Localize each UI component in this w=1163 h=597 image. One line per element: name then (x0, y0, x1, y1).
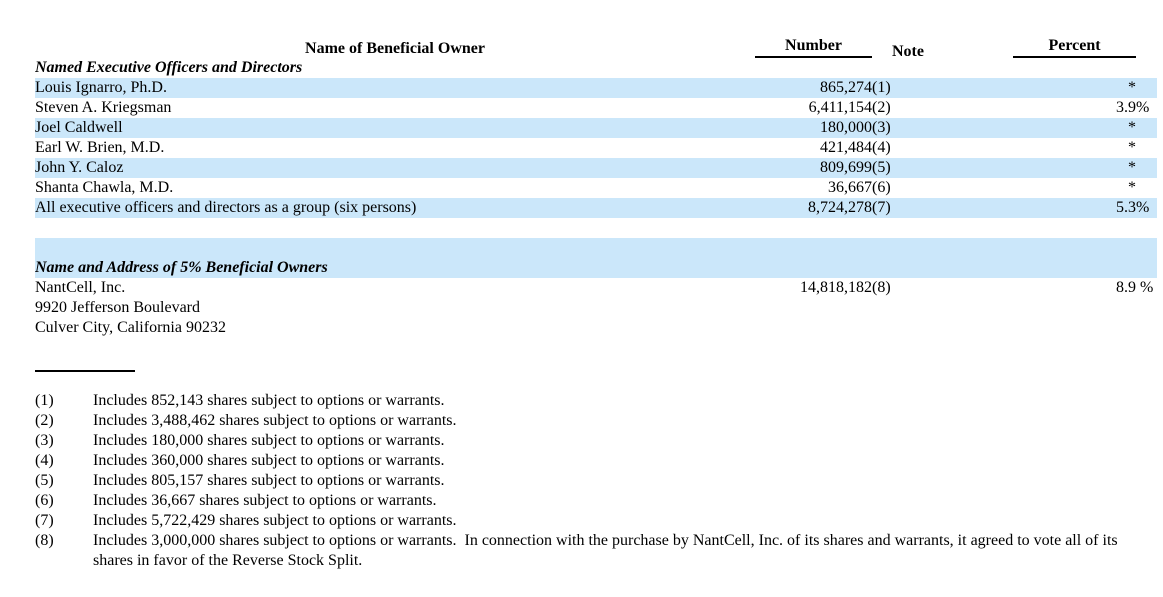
footnote-item (35, 451, 1133, 471)
note-ref-cell: (8) (872, 279, 891, 296)
empty-cell (1013, 318, 1157, 338)
spacer-row (35, 218, 1157, 238)
shares-number-cell: 180,000 (755, 118, 872, 138)
percent-suffix: % (1136, 99, 1150, 116)
note-ref-cell: (7) (872, 198, 1013, 218)
header-note (872, 35, 1013, 58)
section-title-row-5pct-owners (35, 258, 1157, 278)
note-ref-cell: (5) (872, 158, 1013, 178)
percent-value: * (1128, 119, 1136, 136)
footnote-text: Includes 180,000 shares subject to options or warrants. (93, 432, 445, 449)
section-title-executives: Named Executive Officers and Directors (35, 59, 303, 76)
note-ref-cell: (4) (872, 139, 891, 156)
footnote-item (35, 511, 1133, 531)
owner-name-cell: Joel Caldwell (35, 118, 755, 138)
percent-cell (1013, 198, 1157, 218)
owner-name-cell: John Y. Caloz (35, 158, 755, 178)
footnote-text: Includes 852,143 shares subject to options or warrants. (93, 392, 445, 409)
shares-number-cell: 6,411,154 (808, 99, 872, 116)
percent-value: 5.3 (1116, 199, 1136, 216)
shares-number-cell: 809,699 (755, 158, 872, 178)
percent-cell (1013, 158, 1157, 178)
address-row (35, 298, 1157, 318)
table-row (35, 138, 1157, 158)
table-row (35, 118, 1157, 138)
table-row (35, 98, 1157, 118)
owner-name-cell: Steven A. Kriegsman (35, 99, 172, 116)
percent-cell (1013, 78, 1157, 98)
table-row (35, 78, 1157, 98)
percent-value: * (1128, 159, 1136, 176)
note-ref-cell: (1) (872, 78, 1013, 98)
footnote-text: Includes 36,667 shares subject to options or warrants. (93, 492, 437, 509)
header-number-label: Number (755, 37, 872, 58)
note-ref-cell: (2) (872, 99, 891, 116)
empty-cell (755, 318, 872, 338)
header-note-label: Note (892, 43, 924, 60)
table-header-row (35, 35, 1157, 58)
footnote-item (35, 491, 1133, 511)
footnote-text: Includes 3,000,000 shares subject to options or warrants. In connection with the purchase by NantCell, Inc. of its shares and warrants, it agreed to vote all of its shares in favor of the Reverse Stock Split. (93, 532, 1122, 569)
empty-cell (755, 298, 872, 318)
footnote-number: (3) (35, 432, 54, 449)
footnote-number: (6) (35, 492, 54, 509)
note-ref-cell: (3) (872, 118, 1013, 138)
percent-cell (1013, 138, 1157, 158)
owner-address-line: Culver City, California 90232 (35, 319, 226, 336)
percent-value: 3.9 (1116, 99, 1136, 116)
shares-number-cell: 14,818,182 (800, 279, 872, 296)
footnote-item (35, 391, 1133, 411)
shares-number-cell: 421,484 (820, 139, 872, 156)
footnote-text: Includes 5,722,429 shares subject to options or warrants. (93, 512, 457, 529)
percent-cell (1013, 118, 1157, 138)
spacer-cell (35, 238, 1157, 258)
footnote-text: Includes 805,157 shares subject to options or warrants. (93, 472, 445, 489)
note-ref-cell: (6) (872, 179, 891, 196)
address-row (35, 318, 1157, 338)
section-title-5pct-owners: Name and Address of 5% Beneficial Owners (35, 258, 1157, 278)
footnotes-list (35, 391, 1133, 571)
table-row (35, 178, 1157, 198)
empty-cell (1013, 298, 1157, 318)
footnote-item (35, 531, 1133, 571)
footnote-separator-line (35, 370, 135, 372)
percent-cell (1013, 278, 1157, 298)
percent-value: 8.9 (1116, 279, 1136, 296)
percent-suffix: % (1136, 199, 1150, 216)
footnote-number: (7) (35, 512, 54, 529)
empty-cell (872, 318, 1013, 338)
footnote-item (35, 411, 1133, 431)
percent-value: * (1128, 139, 1136, 156)
footnote-number: (1) (35, 392, 54, 409)
table-row-group-total (35, 198, 1157, 218)
footnote-item (35, 431, 1133, 451)
spacer-cell (35, 218, 1157, 238)
owner-name-cell: Louis Ignarro, Ph.D. (35, 78, 755, 98)
footnote-number: (2) (35, 412, 54, 429)
owner-address-line: 9920 Jefferson Boulevard (35, 299, 200, 316)
table-row (35, 158, 1157, 178)
header-percent-label: Percent (1013, 37, 1136, 58)
percent-value: * (1128, 179, 1136, 196)
header-percent (1013, 35, 1157, 58)
header-name-of-beneficial-owner: Name of Beneficial Owner (305, 40, 485, 57)
owner-name-cell: All executive officers and directors as a group (six persons) (35, 198, 755, 218)
percent-cell (1013, 98, 1157, 118)
beneficial-ownership-table (35, 35, 1157, 338)
footnote-number: (8) (35, 532, 54, 549)
table-row-nantcell (35, 278, 1157, 298)
owner-name-cell: Earl W. Brien, M.D. (35, 139, 165, 156)
footnote-text: Includes 3,488,462 shares subject to options or warrants. (93, 412, 457, 429)
owner-name-cell: NantCell, Inc. (35, 279, 126, 296)
footnote-number: (4) (35, 452, 54, 469)
shares-number-cell: 36,667 (828, 179, 872, 196)
shares-number-cell: 8,724,278 (755, 198, 872, 218)
highlight-spacer-row (35, 238, 1157, 258)
footnote-item (35, 471, 1133, 491)
empty-cell (872, 298, 1013, 318)
percent-suffix: % (1136, 279, 1154, 296)
percent-value: * (1128, 79, 1136, 96)
footnote-number: (5) (35, 472, 54, 489)
footnote-text: Includes 360,000 shares subject to options or warrants. (93, 452, 445, 469)
owner-name-cell: Shanta Chawla, M.D. (35, 179, 174, 196)
shares-number-cell: 865,274 (755, 78, 872, 98)
header-number (755, 35, 872, 58)
section-title-row-executives (35, 58, 1157, 78)
percent-cell (1013, 178, 1157, 198)
